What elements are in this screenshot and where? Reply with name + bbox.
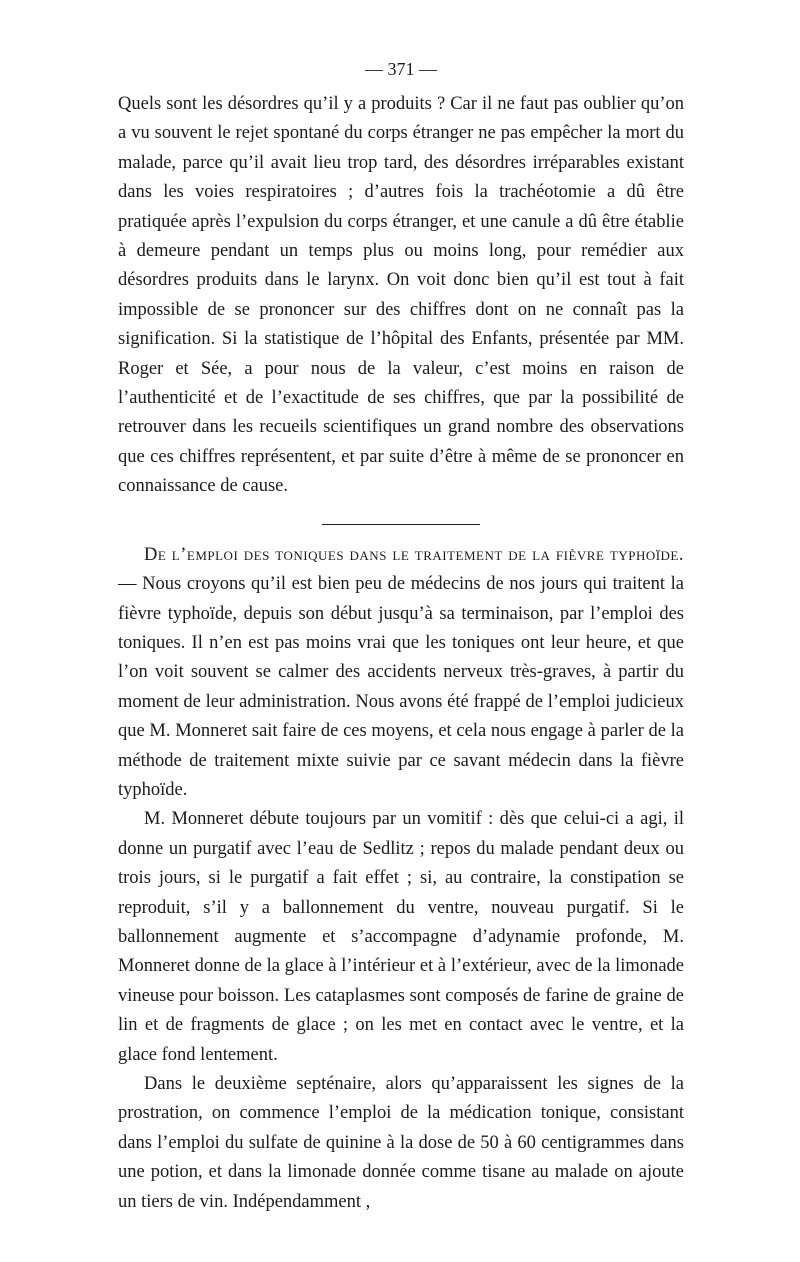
paragraph-statistics: Quels sont les désordres qu’il y a produits ? Car il ne faut pas oublier qu’on a vu souvent le rejet spontané du corps étranger ne pas empêcher la mort du malade, parce qu’il avait lieu trop tard, des désordres irréparables existant dans les voies respiratoires ; d’autres fois la trachéotomie a dû être pratiquée après l’expulsion du corps étranger, et une canule a dû être établie à demeure pendant un temps plus ou moins long, pour remédier aux désordres produits dans le larynx. On voit donc bien qu’il est tout à fait impossible de se prononcer sur des chiffres dont on ne connaît pas la signification. Si la statistique de l’hôpital des Enfants, présentée par MM. Roger et Sée, a pour nous de la valeur, c’est moins en raison de l’authenticité et de l’exactitude de ses chiffres, que par la possibilité de retrouver dans les recueils scientifiques un grand nombre des observations que ces chiffres représentent, et par suite d’être à même de se prononcer en connaissance de cause. bbox=[118, 94, 684, 497]
section-heading: De l’emploi des toniques dans le traitement de la fièvre typhoïde. bbox=[144, 544, 684, 565]
paragraph-typhoid-intro bbox=[118, 541, 684, 806]
book-page bbox=[118, 56, 684, 1217]
paragraph-monneret-method: M. Monneret débute toujours par un vomitif : dès que celui-ci a agi, il donne un purgatif avec l’eau de Sedlitz ; repos du malade pendant deux ou trois jours, si le purgatif a fait effet ; si, au contraire, la constipation se reproduit, s’il y a ballonnement du ventre, nouveau purgatif. Si le ballonnement augmente et s’accompagne d’adynamie profonde, M. Monneret donne de la glace à l’intérieur et à l’extérieur, avec de la limonade vineuse pour boisson. Les cataplasmes sont composés de farine de graine de lin et de fragments de glace ; on les met en contact avec le ventre, et la glace fond lentement. bbox=[118, 809, 684, 1065]
section-intro-text: — Nous croyons qu’il est bien peu de médecins de nos jours qui traitent la fièvre typhoïde, depuis son début jusqu’à sa terminaison, par l’emploi des toniques. Il n’en est pas moins vrai que les toniques ont leur heure, et que l’on voit souvent se calmer des accidents nerveux très-graves, à partir du moment de leur administration. Nous avons été frappé de l’emploi judicieux que M. Monneret sait faire de ces moyens, et cela nous engage à parler de la méthode de traitement mixte suivie par ce savant médecin dans la fièvre typhoïde. bbox=[118, 574, 684, 800]
paragraph-second-septenary: Dans le deuxième septénaire, alors qu’apparaissent les signes de la prostration, on commence l’emploi de la médication tonique, consistant dans l’emploi du sulfate de quinine à la dose de 50 à 60 centigrammes dans une potion, et dans la limonade donnée comme tisane au malade on ajoute un tiers de vin. Indépendamment , bbox=[118, 1074, 684, 1212]
page-number: — 371 — bbox=[365, 59, 437, 79]
section-divider bbox=[322, 524, 480, 525]
